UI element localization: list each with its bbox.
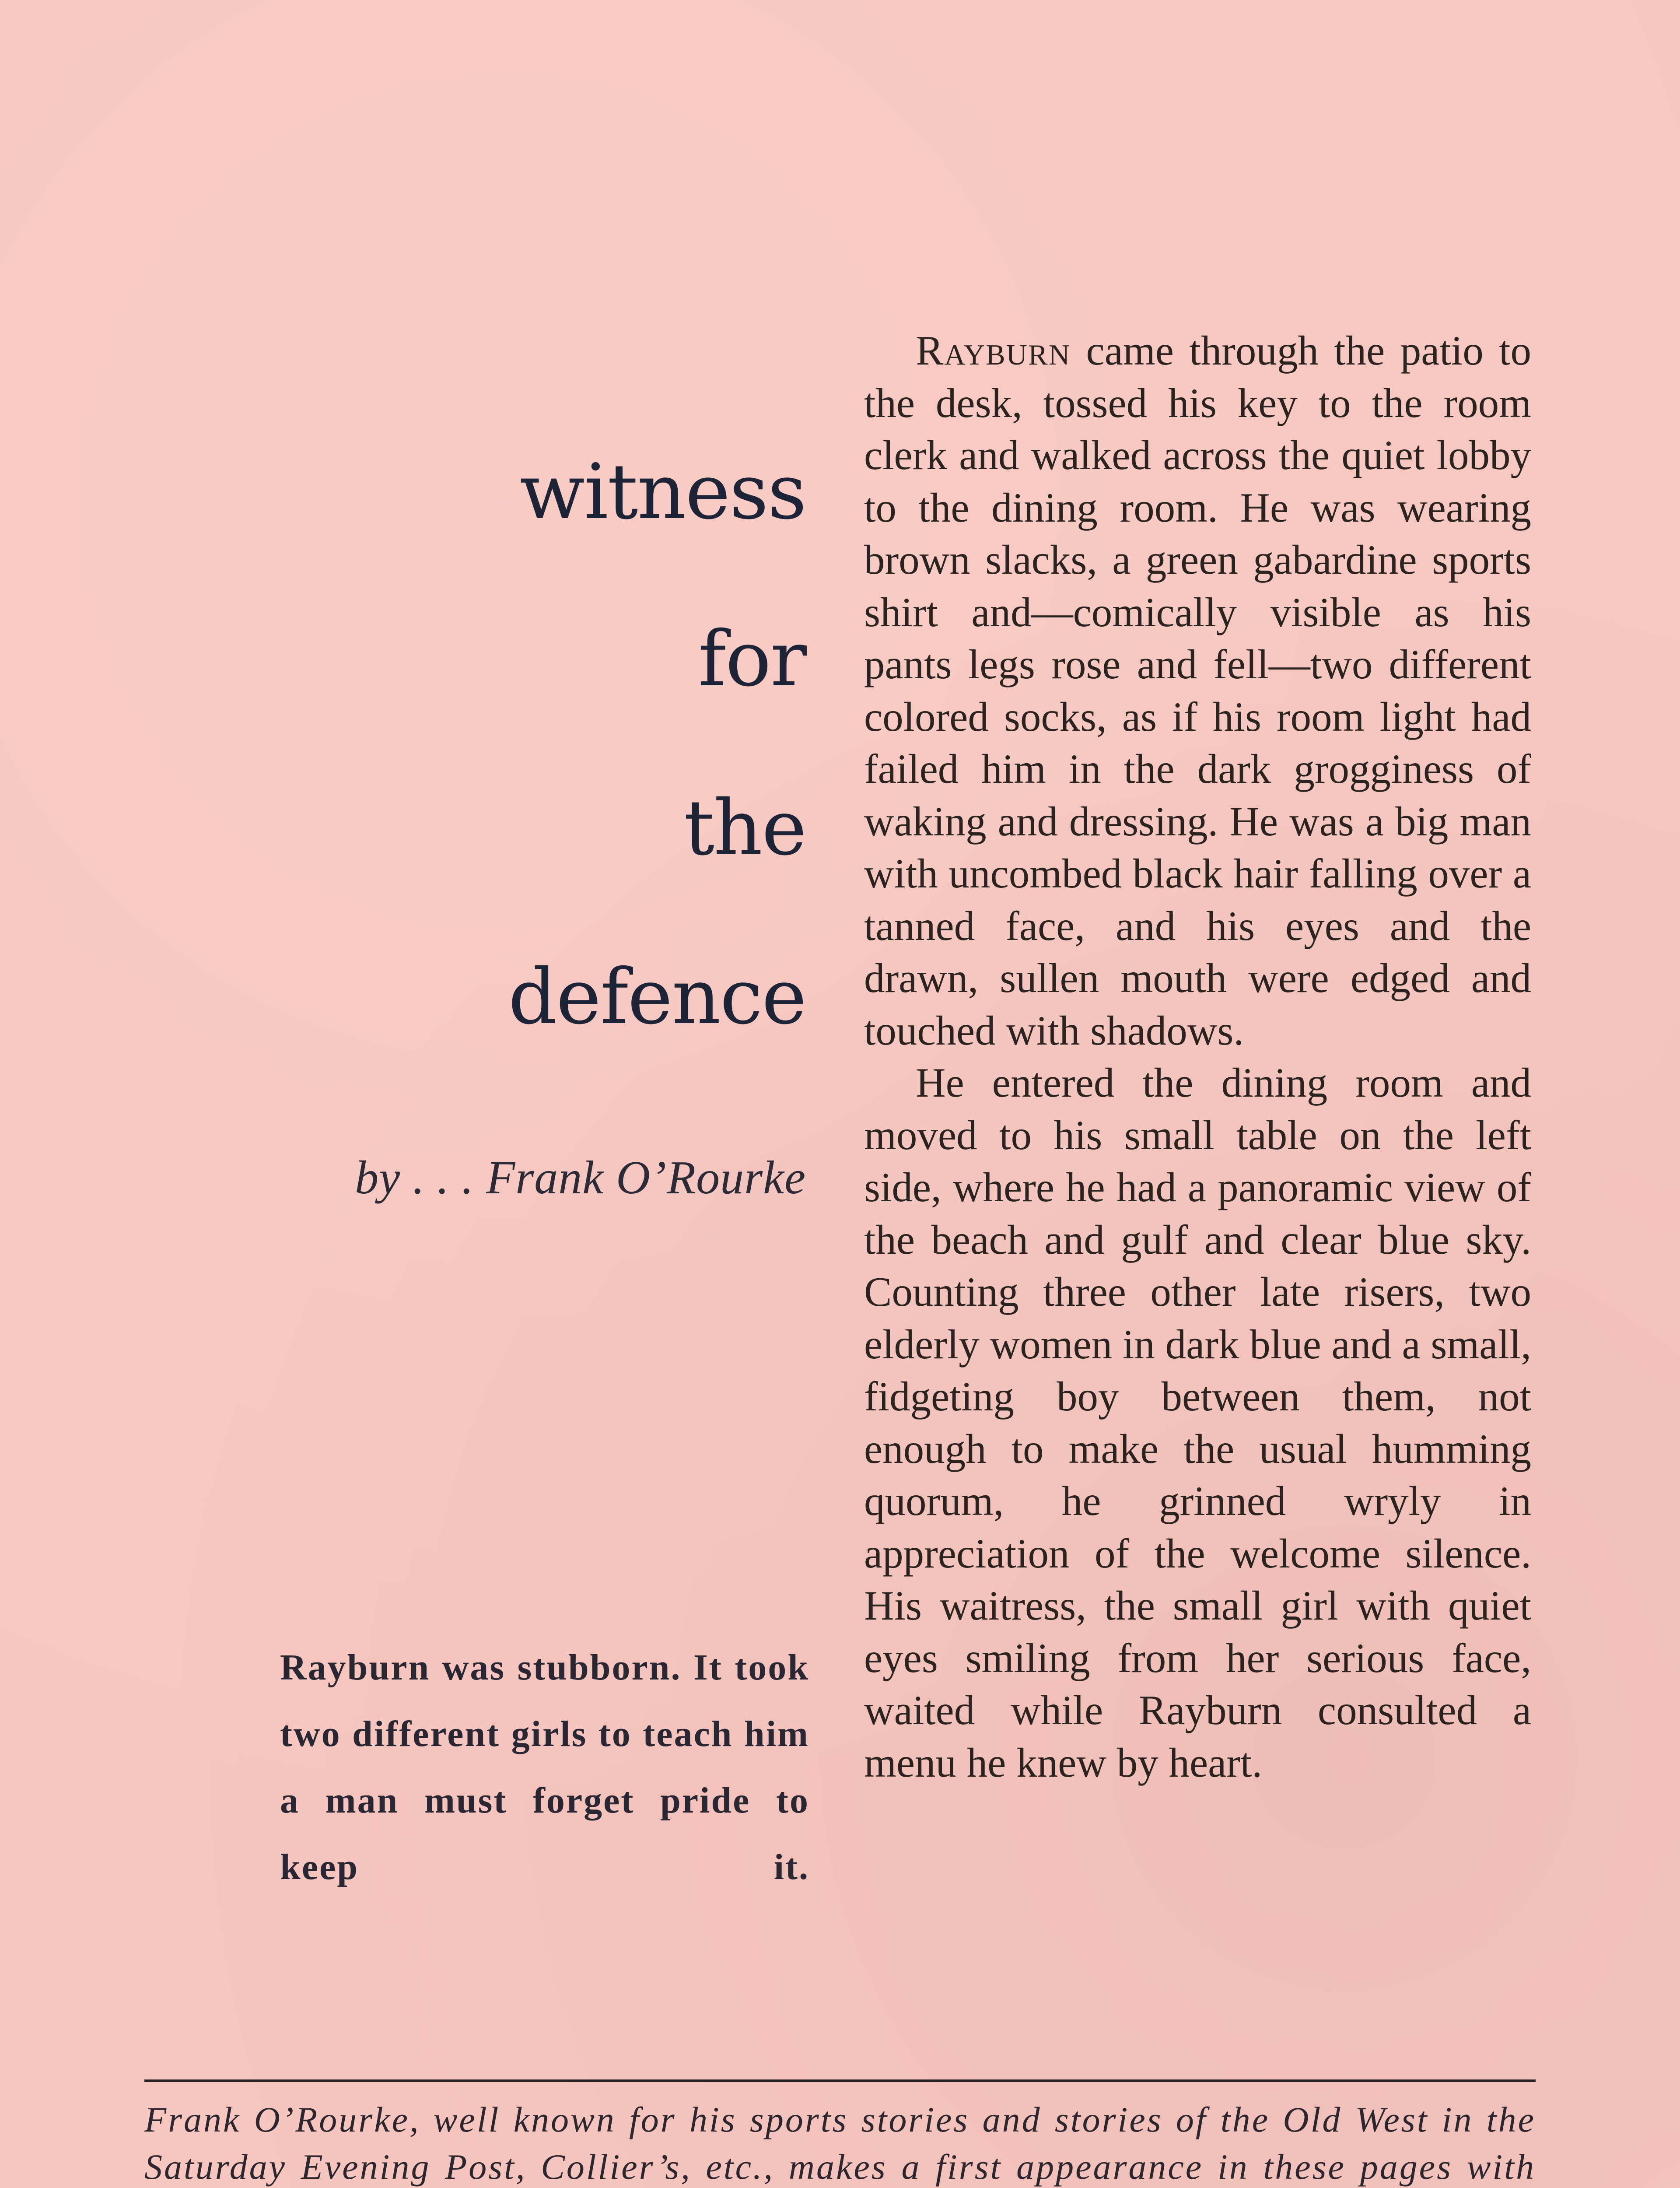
title-word-defence: defence <box>508 953 806 1041</box>
title-word-witness: witness <box>519 448 806 536</box>
title-word-for: for <box>698 615 806 704</box>
title-word-the: the <box>684 784 806 873</box>
author-byline: by . . . Frank O’Rourke <box>355 1152 806 1204</box>
lead-word: Rayburn <box>916 327 1071 374</box>
story-blurb: Rayburn was stubborn. It took two different girls to teach him a man must forget pride to keep it. <box>280 1647 809 1887</box>
story-paragraph-1 <box>864 325 1531 1057</box>
paragraph-1-text: came through the patio to the desk, tossed his key to the room clerk and walked across the quiet lobby to the dining room. He was wearing brown slacks, a green gabardine sports shirt and—comically visible as his pants legs rose and fell—two different colored socks, as if his room light had failed him in the dark grogginess of waking and dressing. He was a big man with uncombed black hair falling over a tanned face, and his eyes and the drawn, sullen mouth were edged and touched with shadows. <box>864 327 1531 1054</box>
top-divider <box>144 2079 1536 2082</box>
story-paragraph-2: He entered the dining room and moved to his small table on the left side, where he had a panoramic view of the beach and gulf and clear blue sky. Counting three other late risers, two elderly women in dark blue and a small, fidgeting boy between them, not enough to make the usual humming quorum, he grinned wryly in appreciation of the welcome silence. His waitress, the small girl with quiet eyes smiling from her serious face, waited while Rayburn consulted a menu he knew by heart. <box>864 1059 1531 1786</box>
story-body <box>864 325 1531 1789</box>
author-note: Frank O’Rourke, well known for his sports stories and stories of the Old West in the Saturday Evening Post, Collier’s, etc., makes a first appearance in these pages with <box>144 2100 1536 2187</box>
